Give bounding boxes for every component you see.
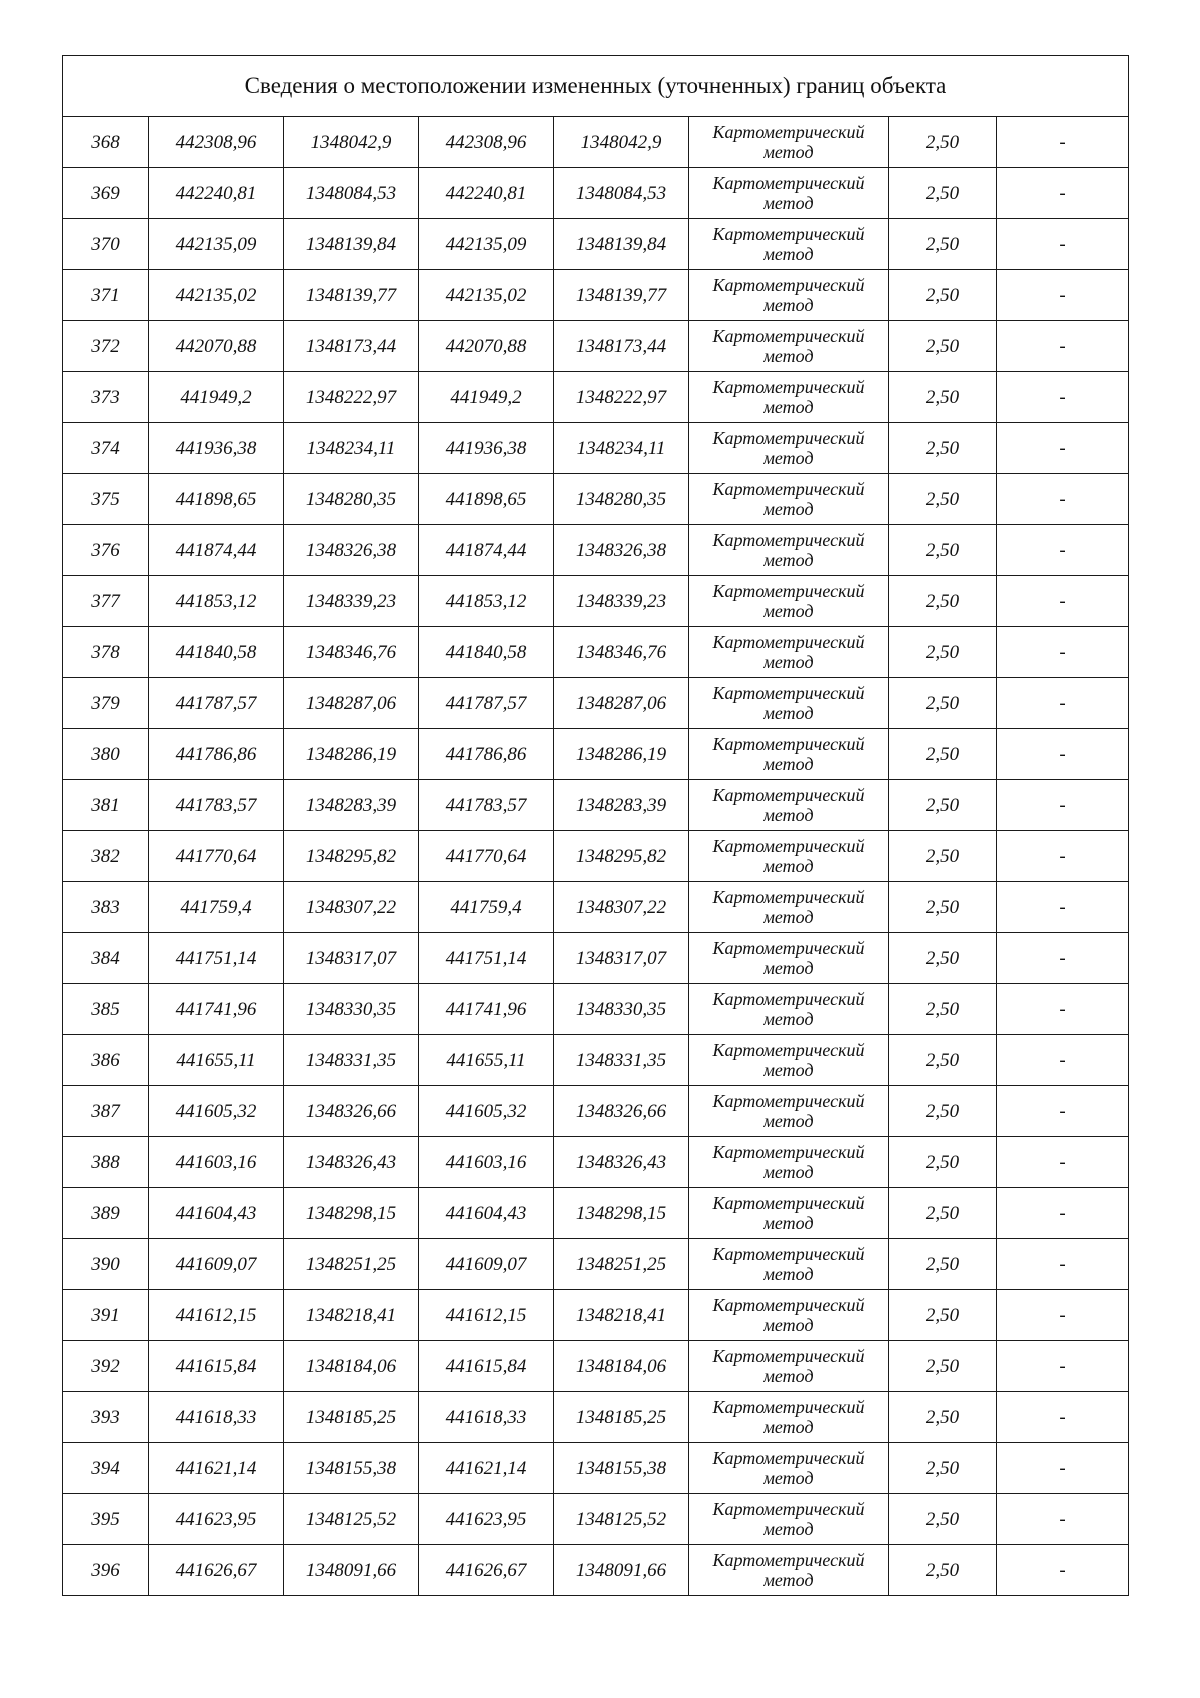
existing-y-cell: 1348346,76 <box>284 627 419 678</box>
new-x-cell: 441618,33 <box>419 1392 554 1443</box>
existing-x-cell: 441741,96 <box>149 984 284 1035</box>
method-cell: Картометрический метод <box>689 729 889 780</box>
method-cell: Картометрический метод <box>689 1443 889 1494</box>
new-x-cell: 441604,43 <box>419 1188 554 1239</box>
description-cell: - <box>997 1035 1129 1086</box>
new-x-cell: 441786,86 <box>419 729 554 780</box>
point-number-cell: 391 <box>63 1290 149 1341</box>
description-cell: - <box>997 1392 1129 1443</box>
description-cell: - <box>997 627 1129 678</box>
new-y-cell: 1348091,66 <box>554 1545 689 1596</box>
existing-x-cell: 441621,14 <box>149 1443 284 1494</box>
existing-x-cell: 441949,2 <box>149 372 284 423</box>
new-x-cell: 441605,32 <box>419 1086 554 1137</box>
new-x-cell: 441603,16 <box>419 1137 554 1188</box>
accuracy-cell: 2,50 <box>889 1137 997 1188</box>
table-row <box>63 729 1129 780</box>
new-x-cell: 441787,57 <box>419 678 554 729</box>
method-cell: Картометрический метод <box>689 1545 889 1596</box>
existing-x-cell: 441751,14 <box>149 933 284 984</box>
table-row <box>63 1188 1129 1239</box>
table-row <box>63 780 1129 831</box>
table-title: Сведения о местоположении измененных (уточненных) границ объекта <box>63 56 1129 117</box>
description-cell: - <box>997 270 1129 321</box>
existing-x-cell: 441623,95 <box>149 1494 284 1545</box>
method-cell: Картометрический метод <box>689 321 889 372</box>
new-y-cell: 1348286,19 <box>554 729 689 780</box>
point-number-cell: 380 <box>63 729 149 780</box>
new-y-cell: 1348222,97 <box>554 372 689 423</box>
point-number-cell: 386 <box>63 1035 149 1086</box>
existing-y-cell: 1348084,53 <box>284 168 419 219</box>
existing-x-cell: 441936,38 <box>149 423 284 474</box>
new-x-cell: 441612,15 <box>419 1290 554 1341</box>
description-cell: - <box>997 933 1129 984</box>
new-y-cell: 1348326,38 <box>554 525 689 576</box>
new-y-cell: 1348234,11 <box>554 423 689 474</box>
accuracy-cell: 2,50 <box>889 729 997 780</box>
new-y-cell: 1348280,35 <box>554 474 689 525</box>
point-number-cell: 378 <box>63 627 149 678</box>
point-number-cell: 389 <box>63 1188 149 1239</box>
existing-x-cell: 441898,65 <box>149 474 284 525</box>
new-x-cell: 442135,09 <box>419 219 554 270</box>
method-cell: Картометрический метод <box>689 423 889 474</box>
accuracy-cell: 2,50 <box>889 1443 997 1494</box>
new-x-cell: 442135,02 <box>419 270 554 321</box>
method-cell: Картометрический метод <box>689 984 889 1035</box>
new-x-cell: 441623,95 <box>419 1494 554 1545</box>
new-y-cell: 1348155,38 <box>554 1443 689 1494</box>
existing-y-cell: 1348326,66 <box>284 1086 419 1137</box>
new-x-cell: 442308,96 <box>419 117 554 168</box>
point-number-cell: 382 <box>63 831 149 882</box>
existing-y-cell: 1348330,35 <box>284 984 419 1035</box>
existing-y-cell: 1348280,35 <box>284 474 419 525</box>
existing-x-cell: 442135,09 <box>149 219 284 270</box>
existing-x-cell: 441615,84 <box>149 1341 284 1392</box>
existing-x-cell: 442308,96 <box>149 117 284 168</box>
new-y-cell: 1348173,44 <box>554 321 689 372</box>
table-row <box>63 423 1129 474</box>
description-cell: - <box>997 474 1129 525</box>
method-cell: Картометрический метод <box>689 219 889 270</box>
accuracy-cell: 2,50 <box>889 1035 997 1086</box>
existing-y-cell: 1348283,39 <box>284 780 419 831</box>
table-row <box>63 882 1129 933</box>
existing-y-cell: 1348139,77 <box>284 270 419 321</box>
new-y-cell: 1348139,84 <box>554 219 689 270</box>
description-cell: - <box>997 1086 1129 1137</box>
point-number-cell: 392 <box>63 1341 149 1392</box>
new-x-cell: 442070,88 <box>419 321 554 372</box>
accuracy-cell: 2,50 <box>889 1494 997 1545</box>
table-row <box>63 372 1129 423</box>
new-y-cell: 1348298,15 <box>554 1188 689 1239</box>
existing-y-cell: 1348173,44 <box>284 321 419 372</box>
existing-x-cell: 441783,57 <box>149 780 284 831</box>
method-cell: Картометрический метод <box>689 168 889 219</box>
new-x-cell: 441759,4 <box>419 882 554 933</box>
table-row <box>63 1494 1129 1545</box>
table-row <box>63 219 1129 270</box>
point-number-cell: 390 <box>63 1239 149 1290</box>
table-row <box>63 576 1129 627</box>
new-y-cell: 1348251,25 <box>554 1239 689 1290</box>
new-y-cell: 1348317,07 <box>554 933 689 984</box>
accuracy-cell: 2,50 <box>889 984 997 1035</box>
table-row <box>63 1545 1129 1596</box>
new-y-cell: 1348295,82 <box>554 831 689 882</box>
table-row <box>63 678 1129 729</box>
accuracy-cell: 2,50 <box>889 168 997 219</box>
new-x-cell: 441874,44 <box>419 525 554 576</box>
new-y-cell: 1348084,53 <box>554 168 689 219</box>
accuracy-cell: 2,50 <box>889 372 997 423</box>
new-x-cell: 441783,57 <box>419 780 554 831</box>
table-row <box>63 474 1129 525</box>
table-row <box>63 321 1129 372</box>
new-y-cell: 1348283,39 <box>554 780 689 831</box>
point-number-cell: 396 <box>63 1545 149 1596</box>
accuracy-cell: 2,50 <box>889 831 997 882</box>
point-number-cell: 385 <box>63 984 149 1035</box>
existing-x-cell: 442135,02 <box>149 270 284 321</box>
existing-y-cell: 1348125,52 <box>284 1494 419 1545</box>
existing-y-cell: 1348331,35 <box>284 1035 419 1086</box>
existing-x-cell: 441603,16 <box>149 1137 284 1188</box>
method-cell: Картометрический метод <box>689 780 889 831</box>
existing-y-cell: 1348295,82 <box>284 831 419 882</box>
new-x-cell: 441621,14 <box>419 1443 554 1494</box>
new-x-cell: 441898,65 <box>419 474 554 525</box>
new-y-cell: 1348346,76 <box>554 627 689 678</box>
accuracy-cell: 2,50 <box>889 780 997 831</box>
accuracy-cell: 2,50 <box>889 1545 997 1596</box>
new-y-cell: 1348307,22 <box>554 882 689 933</box>
table-row <box>63 627 1129 678</box>
method-cell: Картометрический метод <box>689 933 889 984</box>
existing-y-cell: 1348326,43 <box>284 1137 419 1188</box>
point-number-cell: 383 <box>63 882 149 933</box>
new-x-cell: 441853,12 <box>419 576 554 627</box>
accuracy-cell: 2,50 <box>889 933 997 984</box>
existing-y-cell: 1348139,84 <box>284 219 419 270</box>
existing-x-cell: 441786,86 <box>149 729 284 780</box>
new-x-cell: 441609,07 <box>419 1239 554 1290</box>
boundary-coordinates-table <box>62 55 1129 1596</box>
method-cell: Картометрический метод <box>689 1341 889 1392</box>
existing-x-cell: 441770,64 <box>149 831 284 882</box>
existing-x-cell: 441609,07 <box>149 1239 284 1290</box>
description-cell: - <box>997 576 1129 627</box>
table-row <box>63 525 1129 576</box>
method-cell: Картометрический метод <box>689 1137 889 1188</box>
method-cell: Картометрический метод <box>689 372 889 423</box>
new-y-cell: 1348287,06 <box>554 678 689 729</box>
existing-x-cell: 442240,81 <box>149 168 284 219</box>
accuracy-cell: 2,50 <box>889 117 997 168</box>
new-x-cell: 441949,2 <box>419 372 554 423</box>
description-cell: - <box>997 1188 1129 1239</box>
existing-x-cell: 441626,67 <box>149 1545 284 1596</box>
new-x-cell: 441770,64 <box>419 831 554 882</box>
description-cell: - <box>997 1137 1129 1188</box>
method-cell: Картометрический метод <box>689 1290 889 1341</box>
accuracy-cell: 2,50 <box>889 1290 997 1341</box>
description-cell: - <box>997 219 1129 270</box>
table-row <box>63 1443 1129 1494</box>
table-row <box>63 984 1129 1035</box>
new-x-cell: 441936,38 <box>419 423 554 474</box>
new-y-cell: 1348185,25 <box>554 1392 689 1443</box>
point-number-cell: 379 <box>63 678 149 729</box>
existing-y-cell: 1348185,25 <box>284 1392 419 1443</box>
existing-x-cell: 441853,12 <box>149 576 284 627</box>
method-cell: Картометрический метод <box>689 627 889 678</box>
method-cell: Картометрический метод <box>689 831 889 882</box>
new-x-cell: 441751,14 <box>419 933 554 984</box>
method-cell: Картометрический метод <box>689 1239 889 1290</box>
existing-y-cell: 1348298,15 <box>284 1188 419 1239</box>
table-body <box>63 56 1129 1596</box>
table-row <box>63 1035 1129 1086</box>
new-y-cell: 1348125,52 <box>554 1494 689 1545</box>
description-cell: - <box>997 372 1129 423</box>
method-cell: Картометрический метод <box>689 117 889 168</box>
existing-y-cell: 1348091,66 <box>284 1545 419 1596</box>
accuracy-cell: 2,50 <box>889 627 997 678</box>
description-cell: - <box>997 984 1129 1035</box>
table-row <box>63 933 1129 984</box>
existing-x-cell: 441787,57 <box>149 678 284 729</box>
description-cell: - <box>997 780 1129 831</box>
existing-y-cell: 1348326,38 <box>284 525 419 576</box>
method-cell: Картометрический метод <box>689 1392 889 1443</box>
table-row <box>63 831 1129 882</box>
point-number-cell: 369 <box>63 168 149 219</box>
new-y-cell: 1348184,06 <box>554 1341 689 1392</box>
method-cell: Картометрический метод <box>689 1086 889 1137</box>
existing-y-cell: 1348251,25 <box>284 1239 419 1290</box>
description-cell: - <box>997 678 1129 729</box>
table-row <box>63 1392 1129 1443</box>
table-row <box>63 1086 1129 1137</box>
new-y-cell: 1348339,23 <box>554 576 689 627</box>
accuracy-cell: 2,50 <box>889 270 997 321</box>
point-number-cell: 374 <box>63 423 149 474</box>
description-cell: - <box>997 1239 1129 1290</box>
new-y-cell: 1348218,41 <box>554 1290 689 1341</box>
description-cell: - <box>997 525 1129 576</box>
table-row <box>63 270 1129 321</box>
point-number-cell: 375 <box>63 474 149 525</box>
method-cell: Картометрический метод <box>689 1188 889 1239</box>
table-title-row <box>63 56 1129 117</box>
new-x-cell: 441840,58 <box>419 627 554 678</box>
existing-x-cell: 441840,58 <box>149 627 284 678</box>
existing-x-cell: 441605,32 <box>149 1086 284 1137</box>
method-cell: Картометрический метод <box>689 1035 889 1086</box>
table-row <box>63 1341 1129 1392</box>
new-x-cell: 441741,96 <box>419 984 554 1035</box>
accuracy-cell: 2,50 <box>889 219 997 270</box>
point-number-cell: 384 <box>63 933 149 984</box>
description-cell: - <box>997 321 1129 372</box>
existing-y-cell: 1348286,19 <box>284 729 419 780</box>
accuracy-cell: 2,50 <box>889 423 997 474</box>
new-y-cell: 1348331,35 <box>554 1035 689 1086</box>
point-number-cell: 393 <box>63 1392 149 1443</box>
point-number-cell: 371 <box>63 270 149 321</box>
point-number-cell: 387 <box>63 1086 149 1137</box>
existing-y-cell: 1348307,22 <box>284 882 419 933</box>
point-number-cell: 395 <box>63 1494 149 1545</box>
description-cell: - <box>997 168 1129 219</box>
accuracy-cell: 2,50 <box>889 474 997 525</box>
description-cell: - <box>997 1494 1129 1545</box>
accuracy-cell: 2,50 <box>889 1341 997 1392</box>
existing-y-cell: 1348222,97 <box>284 372 419 423</box>
method-cell: Картометрический метод <box>689 678 889 729</box>
point-number-cell: 377 <box>63 576 149 627</box>
method-cell: Картометрический метод <box>689 1494 889 1545</box>
table-row <box>63 1239 1129 1290</box>
description-cell: - <box>997 1443 1129 1494</box>
description-cell: - <box>997 882 1129 933</box>
new-x-cell: 441615,84 <box>419 1341 554 1392</box>
existing-x-cell: 441759,4 <box>149 882 284 933</box>
existing-x-cell: 441612,15 <box>149 1290 284 1341</box>
method-cell: Картометрический метод <box>689 576 889 627</box>
existing-y-cell: 1348042,9 <box>284 117 419 168</box>
point-number-cell: 388 <box>63 1137 149 1188</box>
description-cell: - <box>997 831 1129 882</box>
method-cell: Картометрический метод <box>689 270 889 321</box>
new-x-cell: 441626,67 <box>419 1545 554 1596</box>
new-x-cell: 441655,11 <box>419 1035 554 1086</box>
existing-y-cell: 1348339,23 <box>284 576 419 627</box>
existing-x-cell: 442070,88 <box>149 321 284 372</box>
table-row <box>63 168 1129 219</box>
point-number-cell: 376 <box>63 525 149 576</box>
new-y-cell: 1348326,43 <box>554 1137 689 1188</box>
description-cell: - <box>997 1290 1129 1341</box>
existing-y-cell: 1348184,06 <box>284 1341 419 1392</box>
point-number-cell: 370 <box>63 219 149 270</box>
existing-x-cell: 441618,33 <box>149 1392 284 1443</box>
accuracy-cell: 2,50 <box>889 1392 997 1443</box>
table-row <box>63 117 1129 168</box>
existing-y-cell: 1348234,11 <box>284 423 419 474</box>
new-y-cell: 1348139,77 <box>554 270 689 321</box>
table-row <box>63 1290 1129 1341</box>
description-cell: - <box>997 117 1129 168</box>
point-number-cell: 394 <box>63 1443 149 1494</box>
table-row <box>63 1137 1129 1188</box>
description-cell: - <box>997 1545 1129 1596</box>
existing-y-cell: 1348218,41 <box>284 1290 419 1341</box>
point-number-cell: 368 <box>63 117 149 168</box>
point-number-cell: 372 <box>63 321 149 372</box>
new-y-cell: 1348330,35 <box>554 984 689 1035</box>
method-cell: Картометрический метод <box>689 882 889 933</box>
new-y-cell: 1348042,9 <box>554 117 689 168</box>
new-x-cell: 442240,81 <box>419 168 554 219</box>
accuracy-cell: 2,50 <box>889 678 997 729</box>
existing-y-cell: 1348317,07 <box>284 933 419 984</box>
description-cell: - <box>997 423 1129 474</box>
existing-x-cell: 441604,43 <box>149 1188 284 1239</box>
accuracy-cell: 2,50 <box>889 1239 997 1290</box>
existing-x-cell: 441655,11 <box>149 1035 284 1086</box>
existing-x-cell: 441874,44 <box>149 525 284 576</box>
point-number-cell: 373 <box>63 372 149 423</box>
accuracy-cell: 2,50 <box>889 882 997 933</box>
accuracy-cell: 2,50 <box>889 321 997 372</box>
description-cell: - <box>997 1341 1129 1392</box>
accuracy-cell: 2,50 <box>889 525 997 576</box>
point-number-cell: 381 <box>63 780 149 831</box>
accuracy-cell: 2,50 <box>889 576 997 627</box>
method-cell: Картометрический метод <box>689 525 889 576</box>
description-cell: - <box>997 729 1129 780</box>
new-y-cell: 1348326,66 <box>554 1086 689 1137</box>
accuracy-cell: 2,50 <box>889 1086 997 1137</box>
accuracy-cell: 2,50 <box>889 1188 997 1239</box>
existing-y-cell: 1348155,38 <box>284 1443 419 1494</box>
method-cell: Картометрический метод <box>689 474 889 525</box>
existing-y-cell: 1348287,06 <box>284 678 419 729</box>
